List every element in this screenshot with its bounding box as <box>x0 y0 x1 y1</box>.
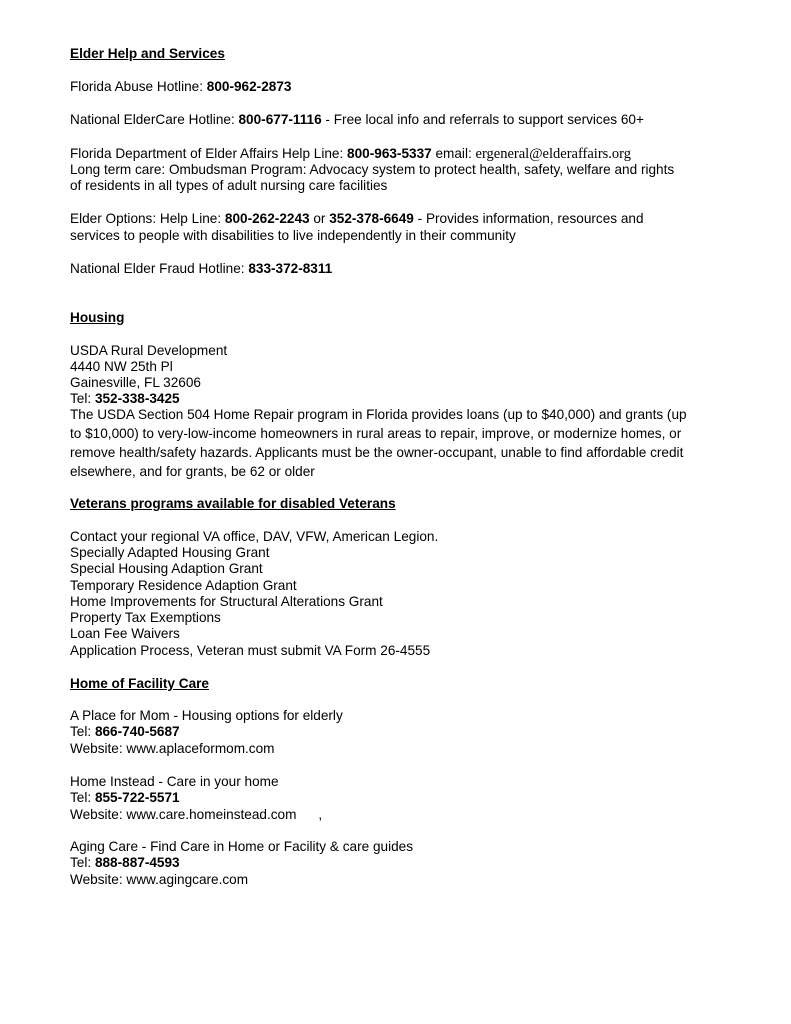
veterans-heading: Veterans programs available for disabled Veterans <box>70 496 396 511</box>
web-label: Website: <box>70 741 127 756</box>
web-label: Website: <box>70 807 127 822</box>
fraud-phone: 833-372-8311 <box>248 261 333 276</box>
housing-desc-line: to $10,000) to very-low-income homeowners in rural areas to repair, improve, or modernize homes, or <box>70 426 682 441</box>
abuse-hotline-phone: 800-962-2873 <box>206 79 292 94</box>
tel-label: Tel: <box>70 724 95 739</box>
eldercare-desc: - Free local info and referrals to support services 60+ <box>321 112 644 127</box>
veterans-item: Application Process, Veteran must submit VA Form 26-4555 <box>70 643 431 658</box>
housing-tel-line <box>70 391 180 407</box>
doea-email: ergeneral@elderaffairs.org <box>475 146 631 162</box>
fraud-hotline-line <box>70 261 332 277</box>
veterans-item: Home Improvements for Structural Alterations Grant <box>70 594 383 609</box>
doea-phone: 800-963-5337 <box>347 146 432 161</box>
facility-website: www.care.homeinstead.com <box>126 807 297 822</box>
housing-desc-line: The USDA Section 504 Home Repair program in Florida provides loans (up to $40,000) and grants (up <box>70 407 687 422</box>
fraud-label: National Elder Fraud Hotline: <box>70 261 249 276</box>
eldercare-hotline-line <box>70 112 644 128</box>
facility-heading: Home of Facility Care <box>70 676 209 691</box>
options-phone-2: 352-378-6649 <box>329 211 414 226</box>
housing-tel-label: Tel: <box>70 391 95 406</box>
options-or: or <box>309 211 330 226</box>
housing-city: Gainesville, FL 32606 <box>70 375 201 390</box>
facility-entry-tel-line <box>70 724 180 740</box>
options-phone-1: 800-262-2243 <box>224 211 310 226</box>
facility-website: www.aplaceformom.com <box>126 741 275 756</box>
facility-entry-tel-line <box>70 855 180 871</box>
stray-comma: , <box>318 807 323 822</box>
facility-entry-tel-line <box>70 790 180 806</box>
housing-heading: Housing <box>70 310 125 325</box>
eldercare-label: National ElderCare Hotline: <box>70 112 239 127</box>
tel-label: Tel: <box>70 855 95 870</box>
tel-label: Tel: <box>70 790 95 805</box>
housing-tel: 352-338-3425 <box>94 391 180 406</box>
elder-heading: Elder Help and Services <box>70 46 225 61</box>
housing-desc-line: remove health/safety hazards. Applicants must be the owner-occupant, unable to find affordable credit <box>70 445 684 460</box>
abuse-hotline-label: Florida Abuse Hotline: <box>70 79 207 94</box>
facility-website: www.agingcare.com <box>126 872 249 887</box>
ltc-line-2: of residents in all types of adult nursing care facilities <box>70 178 388 193</box>
facility-entry-web-line <box>70 872 248 888</box>
eldercare-phone: 800-677-1116 <box>238 112 322 127</box>
veterans-item: Property Tax Exemptions <box>70 610 221 625</box>
web-label: Website: <box>70 872 127 887</box>
elder-options-line-2: services to people with disabilities to live independently in their community <box>70 228 516 243</box>
facility-entry-web-line <box>70 741 275 757</box>
veterans-item: Loan Fee Waivers <box>70 626 180 641</box>
abuse-hotline-line <box>70 79 291 95</box>
facility-entry-title: Home Instead - Care in your home <box>70 774 279 789</box>
veterans-item: Specially Adapted Housing Grant <box>70 545 270 560</box>
elder-options-line-1 <box>70 211 644 227</box>
doea-line <box>70 146 631 162</box>
facility-entry-web-line <box>70 807 322 823</box>
options-label: Elder Options: Help Line: <box>70 211 225 226</box>
veterans-item: Temporary Residence Adaption Grant <box>70 578 297 593</box>
housing-desc-line: elsewhere, and for grants, be 62 or older <box>70 464 315 479</box>
veterans-item: Contact your regional VA office, DAV, VFW, American Legion. <box>70 529 439 544</box>
veterans-item: Special Housing Adaption Grant <box>70 561 263 576</box>
ltc-line-1: Long term care: Ombudsman Program: Advocacy system to protect health, safety, welfare and rights <box>70 162 675 177</box>
facility-tel: 888-887-4593 <box>94 855 180 870</box>
facility-entry-title: A Place for Mom - Housing options for elderly <box>70 708 343 723</box>
doea-email-label: email: <box>431 146 476 161</box>
doea-label: Florida Department of Elder Affairs Help Line: <box>70 146 348 161</box>
facility-tel: 855-722-5571 <box>94 790 180 805</box>
facility-entry-title: Aging Care - Find Care in Home or Facility & care guides <box>70 839 414 854</box>
housing-street: 4440 NW 25th Pl <box>70 359 173 374</box>
facility-tel: 866-740-5687 <box>94 724 180 739</box>
options-desc-1: - Provides information, resources and <box>413 211 644 226</box>
housing-org: USDA Rural Development <box>70 343 228 358</box>
